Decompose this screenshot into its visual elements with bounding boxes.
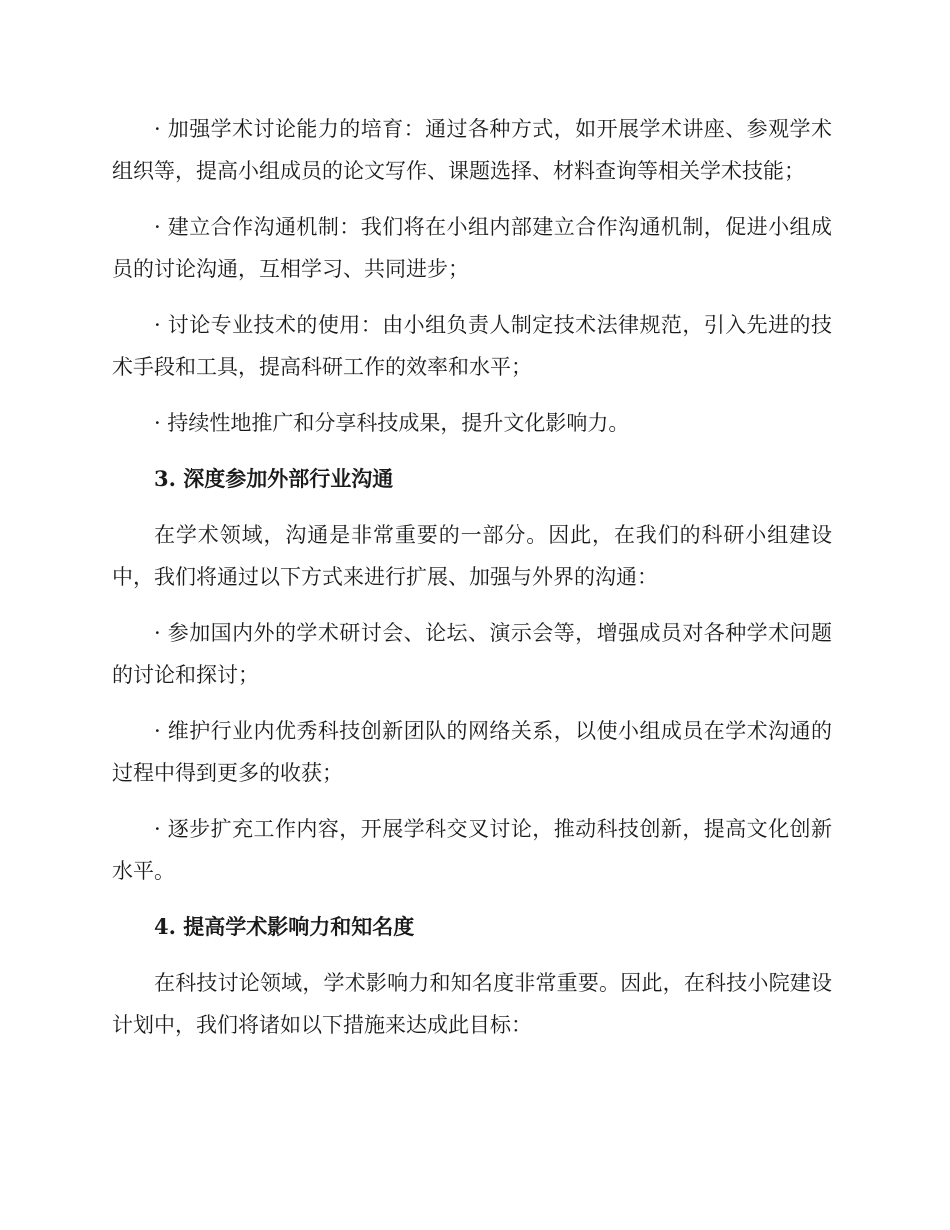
document-page (112, 108, 832, 1060)
bullet-cooperation-mechanism: · 建立合作沟通机制：我们将在小组内部建立合作沟通机制，促进小组成员的讨论沟通，互相学习、共同进步； (112, 215, 832, 281)
bullet-professional-technology: · 讨论专业技术的使用：由小组负责人制定技术法律规范，引入先进的技术手段和工具，提高科研工作的效率和水平； (112, 313, 832, 379)
bullet-academic-ability: · 加强学术讨论能力的培育：通过各种方式，如开展学术讲座、参观学术组织等，提高小组成员的论文写作、课题选择、材料查询等相关学术技能； (112, 117, 832, 183)
section-heading-4: 4. 提高学术影响力和知名度 (154, 914, 415, 939)
bullet-network-relations: · 维护行业内优秀科技创新团队的网络关系，以使小组成员在学术沟通的过程中得到更多的收获； (112, 719, 832, 785)
bullet-share-achievements: · 持续性地推广和分享科技成果，提升文化影响力。 (154, 411, 630, 435)
paragraph-communication: 在学术领域，沟通是非常重要的一部分。因此，在我们的科研小组建设中，我们将通过以下方式来进行扩展、加强与外界的沟通： (112, 523, 832, 589)
section-heading-3: 3. 深度参加外部行业沟通 (154, 466, 394, 491)
paragraph-influence: 在科技讨论领域，学术影响力和知名度非常重要。因此，在科技小院建设计划中，我们将诸如以下措施来达成此目标： (112, 971, 832, 1037)
bullet-conferences: · 参加国内外的学术研讨会、论坛、演示会等，增强成员对各种学术问题的讨论和探讨； (112, 621, 832, 687)
bullet-interdisciplinary: · 逐步扩充工作内容，开展学科交叉讨论，推动科技创新，提高文化创新水平。 (112, 817, 832, 883)
